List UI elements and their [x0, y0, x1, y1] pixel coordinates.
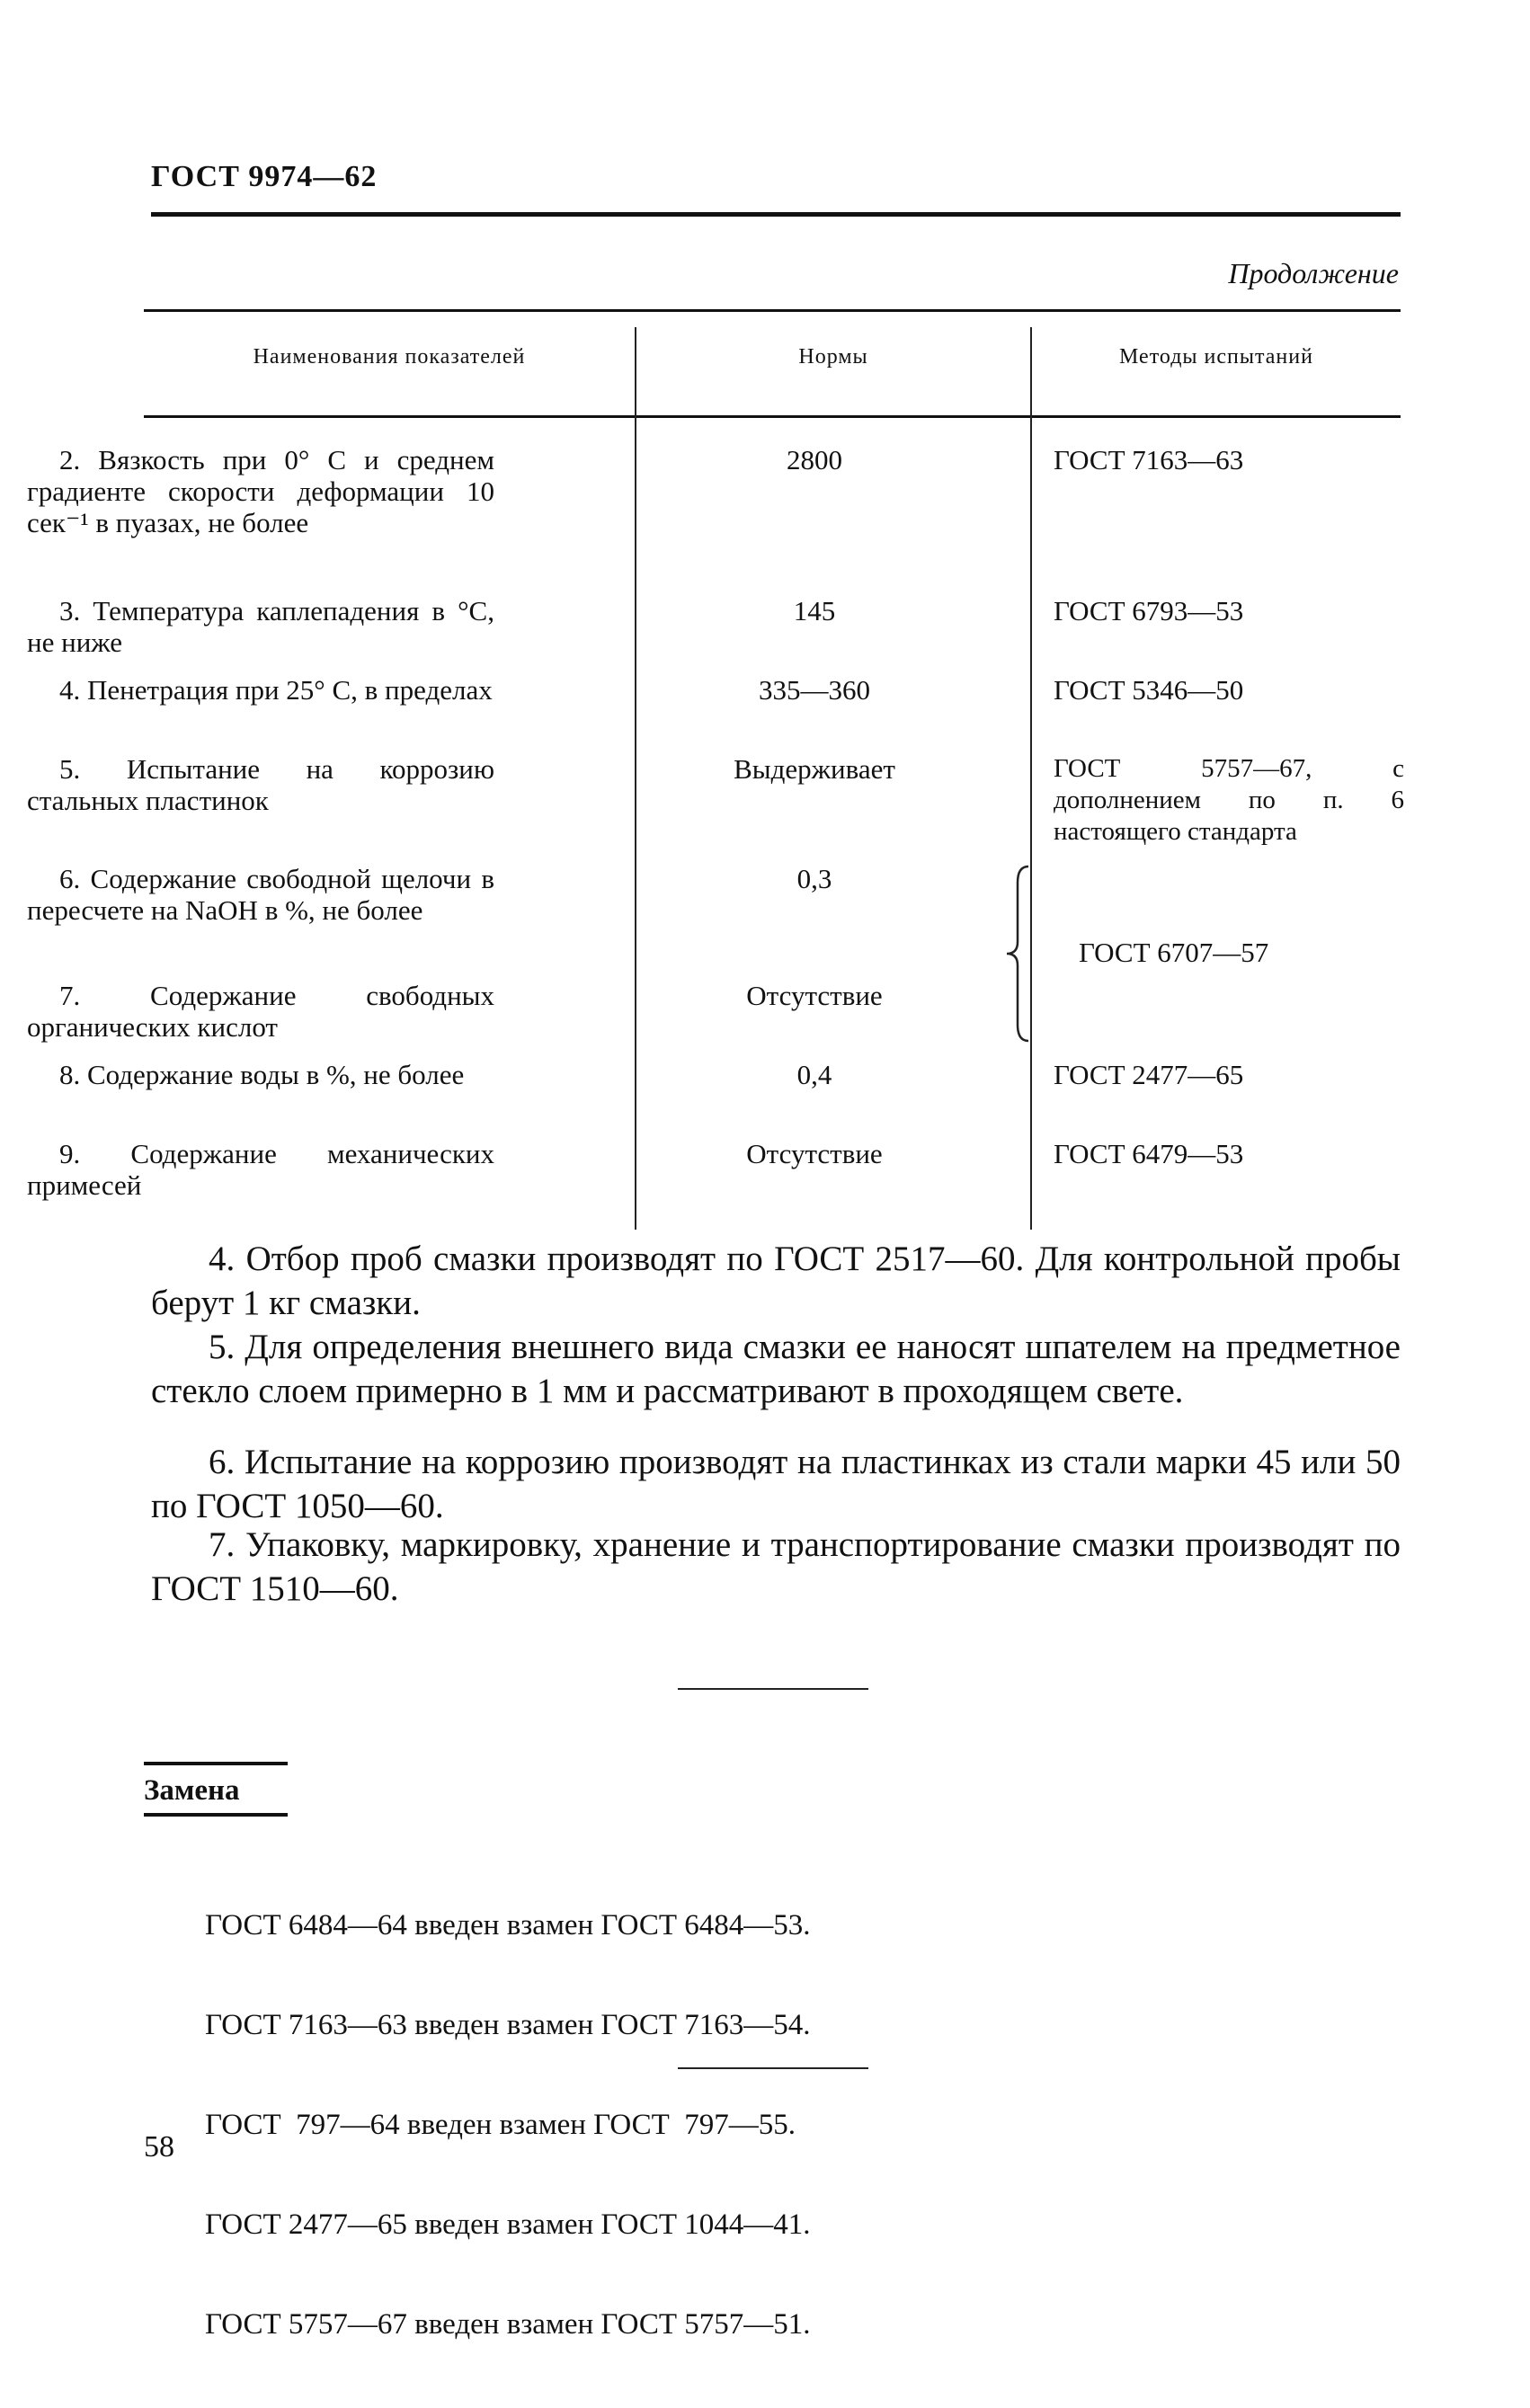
table-shared-method: ГОСТ 6707—57	[1079, 937, 1269, 968]
replacement-list	[205, 1843, 811, 2408]
table-row-name: 8. Содержание воды в %, не более	[59, 1059, 465, 1090]
table-row-name: 5. Испытание на коррозию стальных пластинок	[27, 753, 494, 816]
table-row-method: ГОСТ 7163—63	[1054, 444, 1244, 475]
table-row-name: 2. Вязкость при 0° С и среднем градиенте скорости деформации 10 сек⁻¹ в пуазах, не более	[27, 444, 494, 538]
replacement-line: ГОСТ 5757—67 введен взамен ГОСТ 5757—51.	[205, 2308, 811, 2341]
column-divider	[1030, 327, 1032, 1230]
table-row-norm: 0,4	[796, 1059, 832, 1090]
table-row-norm: 2800	[787, 444, 842, 475]
replacement-line: ГОСТ 6484—64 введен взамен ГОСТ 6484—53.	[205, 1909, 811, 1942]
paragraph-6: 6. Испытание на коррозию производят на пластинках из стали марки 45 или 50 по ГОСТ 1050—60.	[151, 1443, 1401, 1525]
header-rule	[151, 212, 1401, 217]
table-top-rule	[144, 309, 1401, 312]
paragraph-7: 7. Упаковку, маркировку, хранение и транспортирование смазки производят по ГОСТ 1510—60.	[151, 1525, 1401, 1608]
table-row-name: 6. Содержание свободной щелочи в пересчете на NaOH в %, не более	[27, 863, 494, 926]
document-header: ГОСТ 9974—62	[151, 160, 378, 193]
table-row-method: ГОСТ 5757—67, с дополнением по п. 6 настоящего стандарта	[1054, 754, 1404, 846]
table-row-name: 4. Пенетрация при 25° С, в пределах	[59, 674, 493, 706]
table-row-norm: 335—360	[759, 674, 870, 706]
brace-icon	[1001, 865, 1036, 1043]
replacement-line: ГОСТ 2477—65 введен взамен ГОСТ 1044—41.	[205, 2208, 811, 2241]
table-row-name: 3. Температура каплепадения в °С, не ниже	[27, 595, 494, 658]
table-row-method: ГОСТ 5346—50	[1054, 674, 1244, 706]
table-row-name: 9. Содержание механических примесей	[27, 1138, 494, 1201]
table-row-method: ГОСТ 2477—65	[1054, 1059, 1244, 1090]
column-header-name: Наименования показателей	[253, 345, 526, 369]
replacement-title: Замена	[144, 1762, 288, 1817]
column-header-norm: Нормы	[798, 345, 868, 369]
table-row-norm: 145	[793, 595, 836, 626]
table-row-method: ГОСТ 6479—53	[1054, 1138, 1244, 1169]
continuation-label: Продолжение	[1228, 257, 1399, 289]
table-row-norm: 0,3	[796, 863, 832, 894]
table-row-name: 7. Содержание свободных органических кислот	[27, 980, 494, 1043]
footer-divider	[678, 2067, 868, 2069]
section-divider	[678, 1688, 868, 1690]
table-header-rule	[144, 415, 1401, 418]
table-row-norm: Выдерживает	[734, 753, 895, 785]
column-header-method: Методы испытаний	[1119, 345, 1313, 369]
page-number: 58	[144, 2130, 174, 2164]
paragraph-4: 4. Отбор проб смазки производят по ГОСТ 2517—60. Для контрольной пробы берут 1 кг смазки.	[151, 1240, 1401, 1322]
replacement-line: ГОСТ 7163—63 введен взамен ГОСТ 7163—54.	[205, 2009, 811, 2041]
replacement-line: ГОСТ 797—64 введен взамен ГОСТ 797—55.	[205, 2109, 796, 2141]
paragraph-5: 5. Для определения внешнего вида смазки ее наносят шпателем на предметное стекло слоем примерно в 1 мм и рассматривают в проходящем свете.	[151, 1328, 1401, 1410]
table-row-norm: Отсутствие	[746, 1138, 883, 1169]
table-row-method: ГОСТ 6793—53	[1054, 595, 1244, 626]
table-row-norm: Отсутствие	[746, 980, 883, 1011]
